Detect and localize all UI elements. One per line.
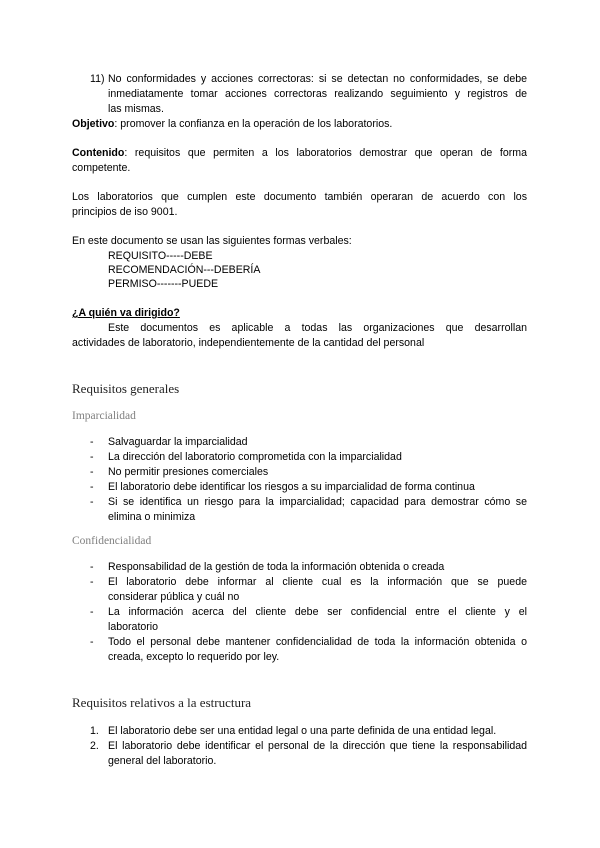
imparcialidad-item: Si se identifica un riesgo para la imparcialidad; capacidad para demostrar cómo se bbox=[108, 496, 527, 508]
confidencialidad-heading: Confidencialidad bbox=[72, 535, 152, 547]
iso-paragraph-line1: Los laboratorios que cumplen este documento también operaran de acuerdo con los bbox=[72, 191, 527, 203]
list-dash: - bbox=[90, 496, 94, 508]
imparcialidad-item: La dirección del laboratorio comprometida con la imparcialidad bbox=[108, 451, 402, 463]
list-dash: - bbox=[90, 636, 94, 648]
list-dash: - bbox=[90, 451, 94, 463]
list-dash: - bbox=[90, 481, 94, 493]
contenido-line1 bbox=[72, 146, 527, 161]
contenido-label: Contenido bbox=[72, 147, 125, 159]
confidencialidad-item: El laboratorio debe informar al cliente cual es la información que se puede bbox=[108, 576, 527, 588]
objetivo-text: : promover la confianza en la operación de los laboratorios. bbox=[114, 118, 393, 130]
imparcialidad-item: Salvaguardar la imparcialidad bbox=[108, 436, 248, 448]
dirigido-line2: actividades de laboratorio, independientemente de la cantidad del personal bbox=[72, 337, 425, 349]
item-11-line1: No conformidades y acciones correctoras: si se detectan no conformidades, se debe bbox=[108, 73, 527, 85]
list-dash: - bbox=[90, 576, 94, 588]
objetivo-paragraph bbox=[72, 117, 392, 132]
list-dash: - bbox=[90, 436, 94, 448]
imparcialidad-item: El laboratorio debe identificar los riesgos a su imparcialidad de forma continua bbox=[108, 481, 475, 493]
confidencialidad-item: Todo el personal debe mantener confidencialidad de toda la información obtenida o bbox=[108, 636, 527, 648]
requisitos-generales-heading: Requisitos generales bbox=[72, 381, 180, 396]
dirigido-line1: Este documentos es aplicable a todas las organizaciones que desarrollan bbox=[108, 322, 527, 334]
dirigido-heading: ¿A quién va dirigido? bbox=[72, 307, 180, 319]
contenido-line2: competente. bbox=[72, 162, 131, 174]
confidencialidad-item: La información acerca del cliente debe ser confidencial entre el cliente y el bbox=[108, 606, 527, 618]
confidencialidad-item-continuation: laboratorio bbox=[108, 621, 159, 633]
verbal-form-recomendacion: RECOMENDACIÓN---DEBERÍA bbox=[108, 264, 261, 276]
item-11-line2: inmediatamente tomar acciones correctoras realizando seguimiento y registros de bbox=[108, 88, 527, 100]
estructura-item-number: 1. bbox=[90, 725, 99, 737]
list-dash: - bbox=[90, 466, 94, 478]
item-11-line3: las mismas. bbox=[108, 103, 164, 115]
item-11-number: 11) bbox=[90, 73, 105, 85]
verbal-form-requisito: REQUISITO-----DEBE bbox=[108, 250, 213, 262]
list-dash: - bbox=[90, 606, 94, 618]
estructura-item-continuation: general del laboratorio. bbox=[108, 755, 217, 767]
contenido-text: : requisitos que permiten a los laboratorios demostrar que operan de forma bbox=[124, 147, 527, 159]
imparcialidad-item-continuation: elimina o minimiza bbox=[108, 511, 196, 523]
confidencialidad-item-continuation: considerar pública y cuál no bbox=[108, 591, 240, 603]
estructura-item: El laboratorio debe identificar el personal de la dirección que tiene la responsabilidad bbox=[108, 740, 527, 752]
iso-paragraph-line2: principios de iso 9001. bbox=[72, 206, 178, 218]
confidencialidad-item-continuation: creada, excepto lo requerido por ley. bbox=[108, 651, 280, 663]
list-dash: - bbox=[90, 561, 94, 573]
confidencialidad-item: Responsabilidad de la gestión de toda la información obtenida o creada bbox=[108, 561, 445, 573]
estructura-heading: Requisitos relativos a la estructura bbox=[72, 695, 252, 710]
verbal-forms-intro: En este documento se usan las siguientes formas verbales: bbox=[72, 235, 352, 247]
imparcialidad-item: No permitir presiones comerciales bbox=[108, 466, 269, 478]
verbal-form-permiso: PERMISO-------PUEDE bbox=[108, 278, 219, 290]
objetivo-label: Objetivo bbox=[72, 118, 115, 130]
imparcialidad-heading: Imparcialidad bbox=[72, 410, 136, 422]
estructura-item-number: 2. bbox=[90, 740, 99, 752]
estructura-item: El laboratorio debe ser una entidad legal o una parte definida de una entidad legal. bbox=[108, 725, 497, 737]
